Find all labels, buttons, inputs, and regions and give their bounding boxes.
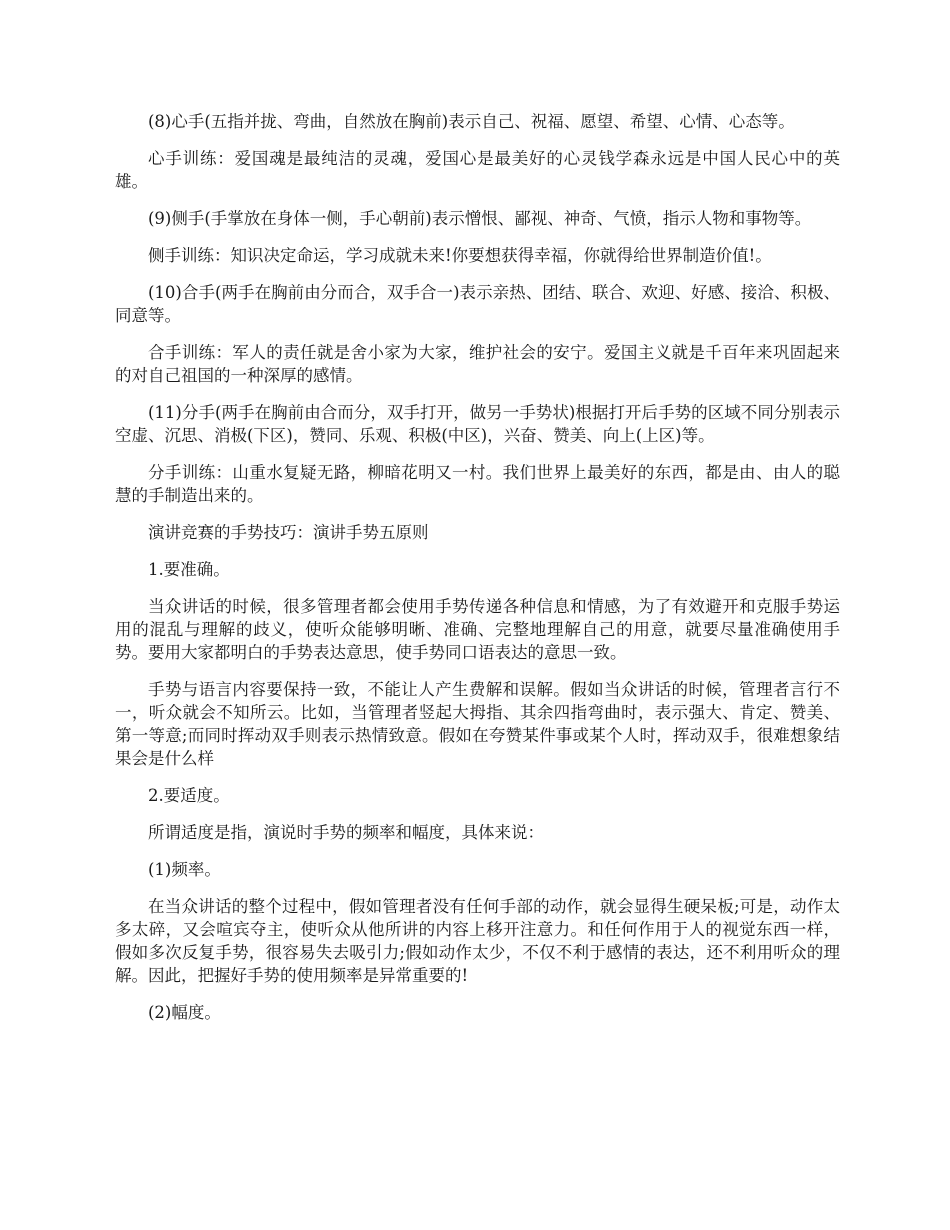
section-heading-five-principles: 演讲竞赛的手势技巧：演讲手势五原则 bbox=[148, 523, 429, 542]
subheading-frequency: (1)频率。 bbox=[148, 860, 221, 879]
paragraph-heart-hand-training: 心手训练：爱国魂是最纯洁的灵魂，爱国心是最美好的心灵钱学森永远是中国人民心中的英雄。 bbox=[115, 149, 840, 191]
paragraph-side-hand-training: 侧手训练：知识决定命运，学习成就未来!你要想获得幸福，你就得给世界制造价值!。 bbox=[148, 246, 772, 265]
paragraph-split-hands-training: 分手训练：山重水复疑无路，柳暗花明又一村。我们世界上最美好的东西，都是由、由人的聪慧的手制造出来的。 bbox=[115, 463, 840, 505]
paragraph-side-hand: (9)侧手(手掌放在身体一侧，手心朝前)表示憎恨、鄙视、神奇、气愤，指示人物和事物等。 bbox=[148, 209, 812, 228]
document-page bbox=[115, 110, 840, 1038]
paragraph-joined-hands-training: 合手训练：军人的责任就是舍小家为大家，维护社会的安宁。爱国主义就是千百年来巩固起来的对自己祖国的一种深厚的感情。 bbox=[115, 343, 840, 385]
paragraph-accuracy: 当众讲话的时候，很多管理者都会使用手势传递各种信息和情感，为了有效避开和克服手势运用的混乱与理解的歧义，使听众能够明晰、准确、完整地理解自己的用意，就要尽量准确使用手势。要用大家都明白的手势表达意思，使手势同口语表达的意思一致。 bbox=[115, 597, 840, 662]
paragraph-joined-hands: (10)合手(两手在胸前由分而合，双手合一)表示亲热、团结、联合、欢迎、好感、接洽、积极、同意等。 bbox=[115, 283, 840, 325]
principle-2-heading: 2.要适度。 bbox=[148, 786, 230, 805]
paragraph-moderation-intro: 所谓适度是指，演说时手势的频率和幅度，具体来说： bbox=[148, 823, 544, 842]
subheading-amplitude: (2)幅度。 bbox=[148, 1003, 221, 1022]
paragraph-heart-hand: (8)心手(五指并拢、弯曲，自然放在胸前)表示自己、祝福、愿望、希望、心情、心态等。 bbox=[148, 112, 795, 131]
paragraph-split-hands: (11)分手(两手在胸前由合而分，双手打开，做另一手势状)根据打开后手势的区域不同分别表示空虚、沉思、消极(下区)，赞同、乐观、积极(中区)，兴奋、赞美、向上(上区)等。 bbox=[115, 403, 840, 445]
paragraph-frequency: 在当众讲话的整个过程中，假如管理者没有任何手部的动作，就会显得生硬呆板;可是，动作太多太碎，又会喧宾夺主，使听众从他所讲的内容上移开注意力。和任何作用于人的视觉东西一样，假如多次反复手势，很容易失去吸引力;假如动作太少，不仅不利于感情的表达，还不利用听众的理解。因此，把握好手势的使用频率是异常重要的! bbox=[115, 897, 840, 985]
principle-1-heading: 1.要准确。 bbox=[148, 560, 230, 579]
paragraph-consistency: 手势与语言内容要保持一致，不能让人产生费解和误解。假如当众讲话的时候，管理者言行不一，听众就会不知所云。比如，当管理者竖起大拇指、其余四指弯曲时，表示强大、肯定、赞美、第一等意;而同时挥动双手则表示热情致意。假如在夸赞某件事或某个人时，挥动双手，很难想象结果会是什么样 bbox=[115, 680, 840, 768]
